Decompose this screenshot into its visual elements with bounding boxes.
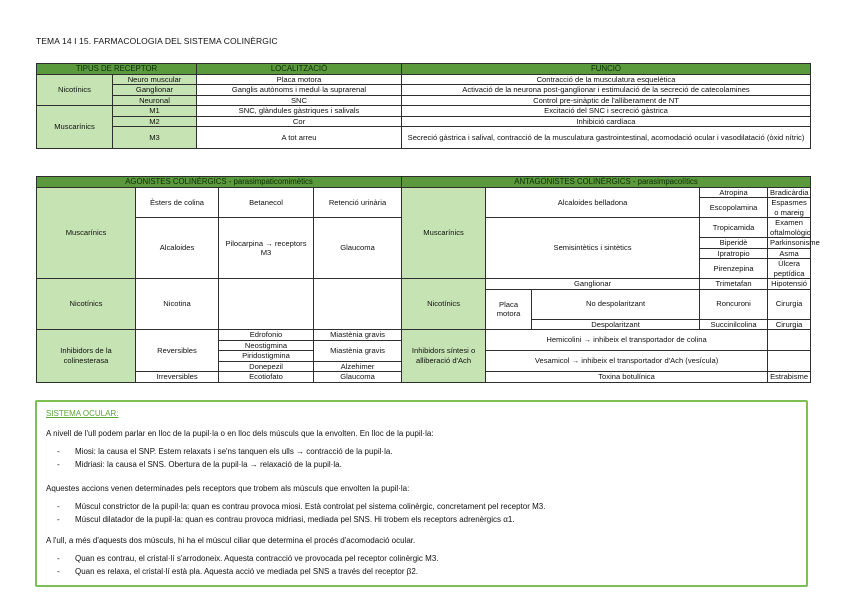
receptor-subtype: Neuro muscular — [113, 74, 197, 85]
antagonist-use: Estrabisme — [768, 372, 811, 383]
agonist-drug: Piridostigmina — [219, 351, 314, 362]
agonist-group: Irreversibles — [136, 372, 219, 383]
antagonist-use: Cirurgia — [768, 289, 811, 319]
antagonist-group: Placa motora — [486, 289, 532, 330]
antagonist-drug: Hemicolini → inhibeix el transportador de colina — [486, 330, 768, 351]
antagonist-subgroup: No despolaritzant — [532, 289, 700, 319]
empty-cell — [768, 330, 811, 351]
agonist-use: Retenció urinària — [314, 187, 402, 218]
empty-cell — [219, 279, 314, 330]
agonist-drug: Neostigmina — [219, 340, 314, 351]
ocular-system-box — [35, 400, 808, 587]
list-item: - Quan es contrau, el cristal·lí s'arrodoneix. Aquesta contracció ve provocada pel receptor colinèrgic M3. — [57, 554, 439, 563]
page-title: TEMA 14 I 15. FARMACOLOGIA DEL SISTEMA COLINÈRGIC — [36, 36, 278, 46]
antagonist-use: Examen oftalmològic — [768, 218, 811, 238]
antagonist-group: Semisintètics i sintètics — [486, 218, 700, 279]
antagonist-use: Úlcera peptídica — [768, 259, 811, 279]
antagonist-drug: Biperidè — [700, 238, 768, 249]
antagonist-use: Cirurgia — [768, 319, 811, 330]
agonist-drug: Donepezil — [219, 361, 314, 372]
receptor-location: Ganglis autònoms i medul·la suprarenal — [197, 85, 402, 96]
empty-cell — [314, 279, 402, 330]
agonist-group: Èsters de colina — [136, 187, 219, 218]
list-item: - Quan es relaxa, el cristal·lí està pla. Aquesta acció ve mediada pel SNS a través del receptor β2. — [57, 567, 418, 576]
antagonist-drug: Succinilcolina — [700, 319, 768, 330]
paragraph: Aquestes accions venen determinades pels receptors que trobem als músculs que envolten la pupil·la: — [46, 484, 410, 493]
agonist-group: Alcaloides — [136, 218, 219, 279]
antagonist-drug: Ipratropio — [700, 248, 768, 259]
empty-cell — [768, 351, 811, 372]
agonist-use: Glaucoma — [314, 218, 402, 279]
receptor-table — [36, 63, 811, 149]
antagonist-drug: Vesamicol → inhibeix el transportador d'Ach (vesícula) — [486, 351, 768, 372]
bullet-list — [57, 552, 439, 578]
antagonist-use: Parkinsonisme — [768, 238, 811, 249]
antagonist-drug: Toxina botulínica — [486, 372, 768, 383]
receptor-subtype: Neuronal — [113, 95, 197, 106]
agonist-inhibitors-label: Inhibidors de la colinesterasa — [37, 330, 136, 383]
receptor-function: Activació de la neurona post-ganglionar i estimulació de la secreció de catecolamines — [402, 85, 811, 96]
antagonist-inhibitors-label: Inhibidors síntesi o alliberació d'Ach — [402, 330, 486, 383]
antagonist-muscarinic-label: Muscarínics — [402, 187, 486, 279]
bullet-list — [57, 445, 393, 471]
muscarinic-label: Muscarínics — [37, 106, 113, 149]
receptor-location: SNC — [197, 95, 402, 106]
header-function: FUNCIÓ — [402, 64, 811, 75]
antagonist-use: Bradicàrdia — [768, 187, 811, 198]
receptor-subtype: M1 — [113, 106, 197, 117]
antagonist-drug: Tropicamida — [700, 218, 768, 238]
receptor-location: A tot arreu — [197, 127, 402, 149]
receptor-subtype: Ganglionar — [113, 85, 197, 96]
antagonist-nicotinic-label: Nicotínics — [402, 279, 486, 330]
agonist-drug: Pilocarpina → receptors M3 — [219, 218, 314, 279]
receptor-location: Cor — [197, 116, 402, 127]
receptor-location: SNC, glàndules gàstriques i salivals — [197, 106, 402, 117]
agonist-use: Glaucoma — [314, 372, 402, 383]
receptor-function: Excitació del SNC i secreció gàstrica — [402, 106, 811, 117]
bullet-list — [57, 500, 545, 526]
antagonist-use: Hipotensió — [768, 279, 811, 290]
receptor-function: Contracció de la musculatura esquelètica — [402, 74, 811, 85]
antagonists-header: ANTAGONISTES COLINÈRGICS - parasimpacolítics — [402, 177, 811, 188]
receptor-subtype: M2 — [113, 116, 197, 127]
antagonist-drug: Escopolamina — [700, 198, 768, 218]
list-item: - Midriasi: la causa el SNS. Obertura de la pupil·la → relaxació de la pupil·la. — [57, 460, 342, 469]
antagonist-subgroup: Despolaritzant — [532, 319, 700, 330]
receptor-location: Placa motora — [197, 74, 402, 85]
antagonist-group: Alcaloides belladona — [486, 187, 700, 218]
header-receptor-type: TIPUS DE RECEPTOR — [37, 64, 197, 75]
agonist-drug: Edrofonio — [219, 330, 314, 341]
list-item: - Miosi: la causa el SNP. Estem relaxats i se'ns tanquen els ulls → contracció de la pupil·la. — [57, 447, 393, 456]
receptor-function: Secreció gàstrica i salival, contracció de la musculatura gastrointestinal, acomodació ocular i vasodilatació (òxid nítric) — [402, 127, 811, 149]
drugs-table — [36, 176, 820, 383]
agonist-use: Miastènia gravis — [314, 340, 402, 361]
nicotinic-label: Nicotínics — [37, 74, 113, 106]
agonist-use: Miastènia gravis — [314, 330, 402, 341]
agonist-nicotinic-label: Nicotínics — [37, 279, 136, 330]
receptor-subtype: M3 — [113, 127, 197, 149]
paragraph: A nivell de l'ull podem parlar en lloc de la pupil·la o en lloc dels músculs que la envolten. En lloc de la pupil·la: — [46, 429, 434, 438]
antagonist-group: Ganglionar — [486, 279, 700, 290]
receptor-function: Control pre-sinàptic de l'alliberament de NT — [402, 95, 811, 106]
agonist-drug: Betanecol — [219, 187, 314, 218]
antagonist-drug: Pirenzepina — [700, 259, 768, 279]
agonist-drug: Nicotina — [136, 279, 219, 330]
antagonist-drug: Atropina — [700, 187, 768, 198]
agonist-muscarinic-label: Muscarínics — [37, 187, 136, 279]
antagonist-drug: Roncuroni — [700, 289, 768, 319]
header-location: LOCALITZACIÓ — [197, 64, 402, 75]
agonist-group: Reversibles — [136, 330, 219, 372]
antagonist-use: Espasmes o mareig — [768, 198, 811, 218]
list-item: - Múscul dilatador de la pupil·la: quan es contrau provoca midriasi, mediada pel SNS. Hi trobem els receptors adrenèrgics α1. — [57, 515, 515, 524]
antagonist-use: Asma — [768, 248, 811, 259]
agonist-drug: Ecotiofato — [219, 372, 314, 383]
agonists-header: AGONISTES COLINÈRGICS - parasimpaticomimètics — [37, 177, 402, 188]
agonist-use: Alzehimer — [314, 361, 402, 372]
antagonist-drug: Trimetafan — [700, 279, 768, 290]
ocular-heading: SISTEMA OCULAR: — [46, 409, 119, 418]
receptor-function: Inhibició cardíaca — [402, 116, 811, 127]
paragraph: A l'ull, a més d'aquests dos músculs, hi ha el múscul ciliar que determina el procés d'acomodació ocular. — [46, 536, 416, 545]
list-item: - Múscul constrictor de la pupil·la: quan es contrau provoca miosi. Està controlat pel sistema colinèrgic, concretament pel receptor M3. — [57, 502, 546, 511]
